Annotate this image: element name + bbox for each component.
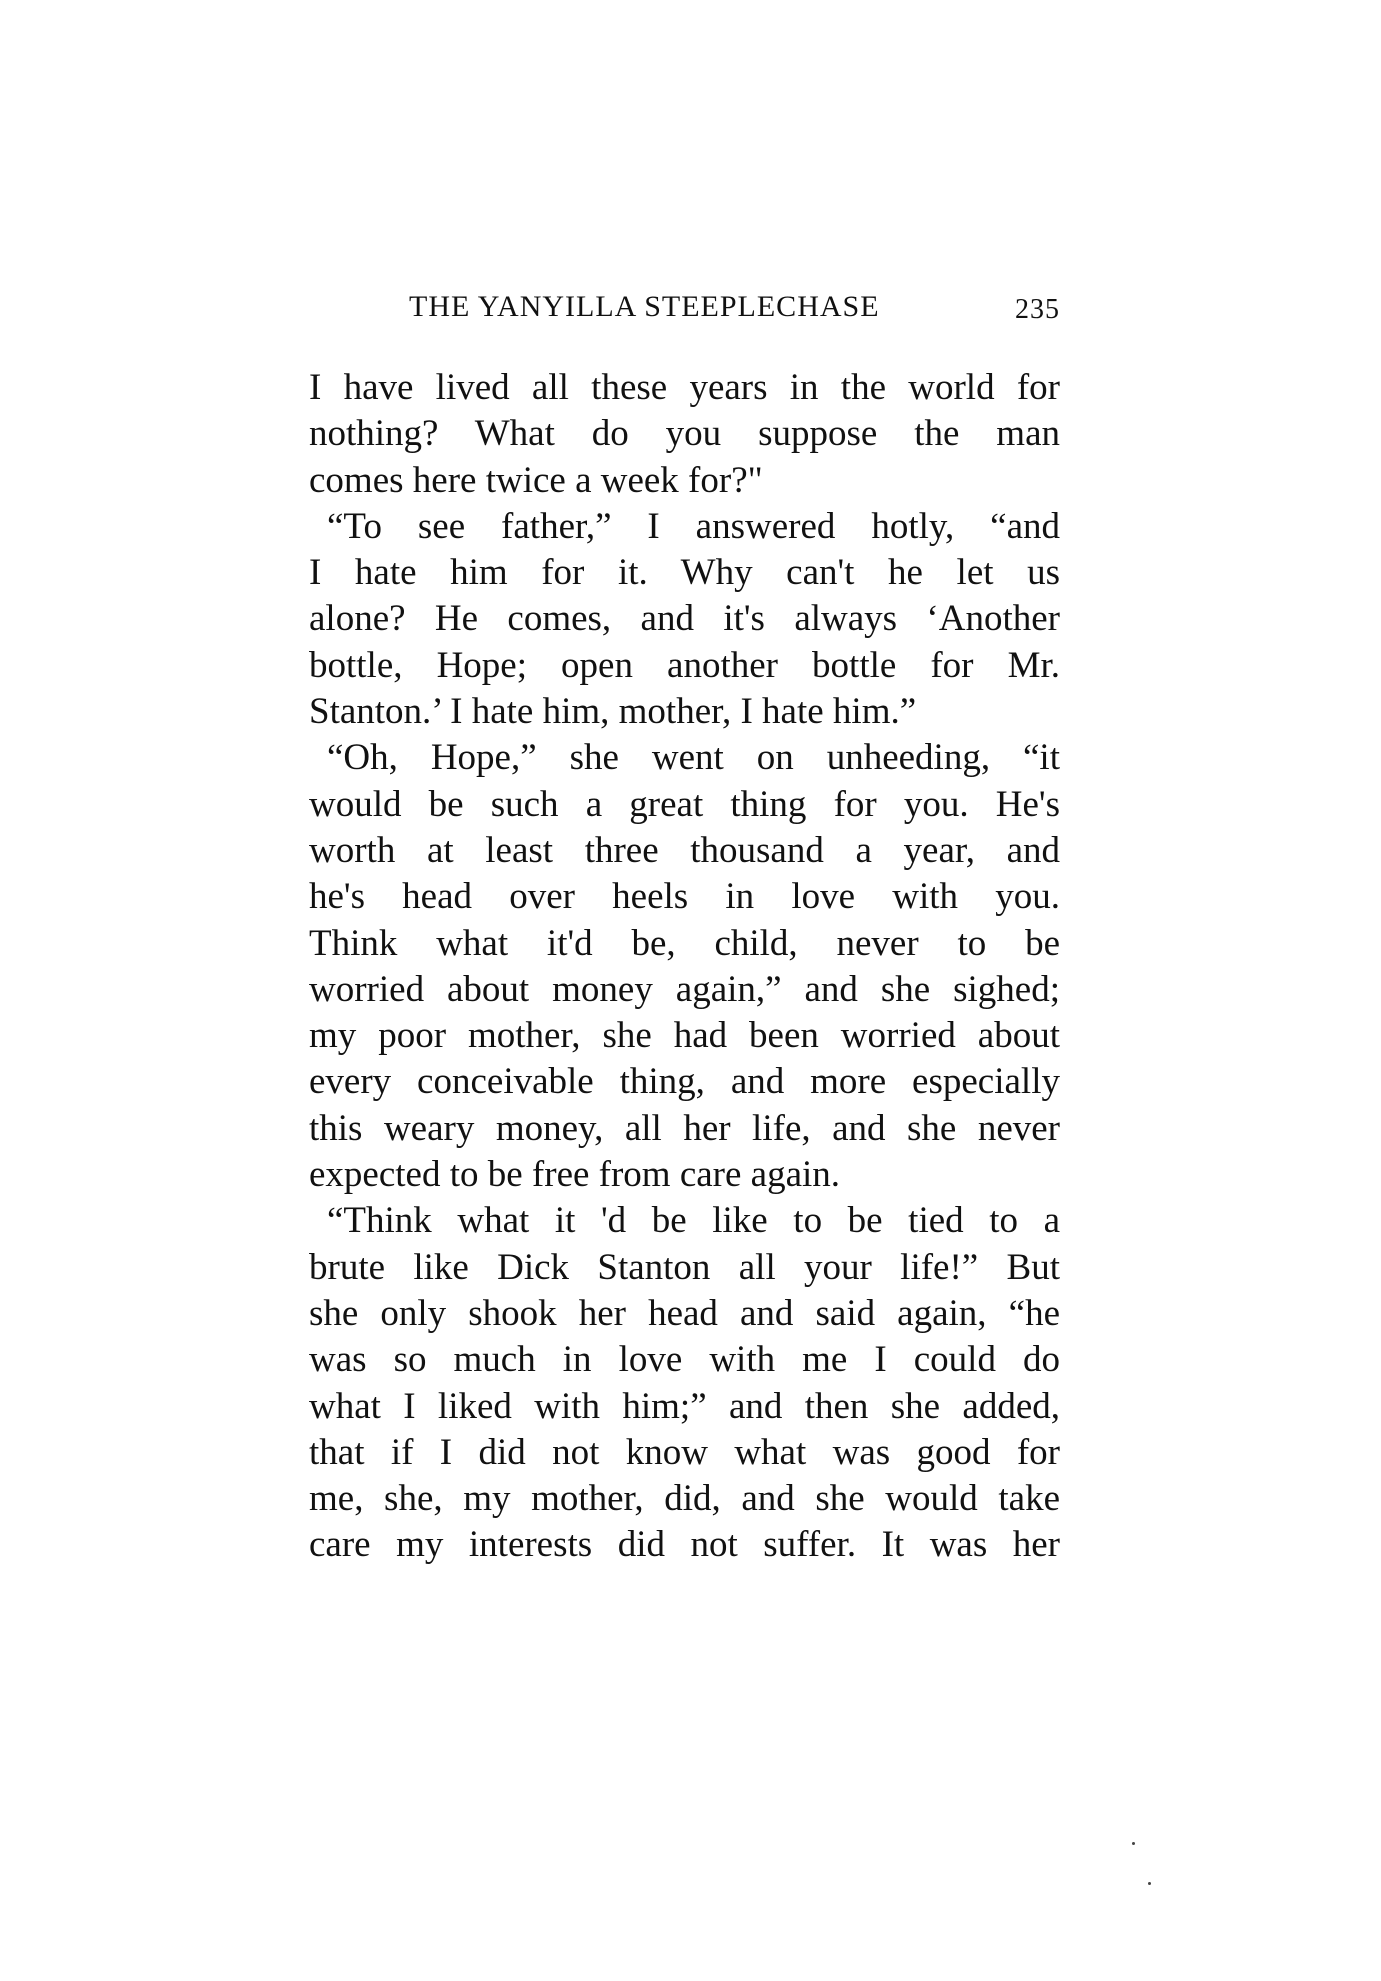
- text-line: my poor mother, she had been worried about: [309, 1015, 1060, 1057]
- page-number: 235: [1015, 294, 1060, 325]
- text-line: he's head over heels in love with you.: [309, 876, 1060, 918]
- text-line: I hate him for it. Why can't he let us: [309, 552, 1060, 594]
- text-line: comes here twice a week for?": [309, 459, 763, 501]
- text-line: Think what it'd be, child, never to be: [309, 922, 1060, 964]
- text-line: every conceivable thing, and more especially: [309, 1061, 1060, 1103]
- text-line: me, she, my mother, did, and she would take: [309, 1478, 1060, 1520]
- text-line: this weary money, all her life, and she never: [309, 1107, 1060, 1149]
- text-line: would be such a great thing for you. He's: [309, 783, 1060, 825]
- text-line: “Oh, Hope,” she went on unheeding, “it: [327, 737, 1060, 779]
- text-line: “Think what it 'd be like to be tied to a: [327, 1200, 1060, 1242]
- text-line: worried about money again,” and she sighed;: [309, 968, 1060, 1010]
- text-line: “To see father,” I answered hotly, “and: [327, 505, 1060, 547]
- running-head: [309, 290, 1060, 330]
- scan-speck: [1132, 1842, 1135, 1845]
- scan-speck: [1148, 1882, 1151, 1885]
- text-line: alone? He comes, and it's always ‘Another: [309, 598, 1060, 640]
- text-line: bottle, Hope; open another bottle for Mr.: [309, 644, 1060, 686]
- text-line: brute like Dick Stanton all your life!” But: [309, 1246, 1060, 1288]
- scan-specks: [1130, 1840, 1160, 1900]
- body-text: [309, 365, 1060, 1569]
- text-line: she only shook her head and said again, “he: [309, 1292, 1060, 1334]
- text-line: that if I did not know what was good for: [309, 1431, 1060, 1473]
- text-line: I have lived all these years in the world for: [309, 367, 1060, 408]
- running-title: THE YANYILLA STEEPLECHASE: [409, 290, 880, 323]
- text-line: nothing? What do you suppose the man: [309, 413, 1060, 455]
- text-line: care my interests did not suffer. It was her: [309, 1524, 1060, 1566]
- text-line: was so much in love with me I could do: [309, 1339, 1060, 1381]
- text-line: expected to be free from care again.: [309, 1154, 841, 1196]
- text-line: worth at least three thousand a year, and: [309, 829, 1060, 871]
- text-line: what I liked with him;” and then she added,: [309, 1385, 1060, 1427]
- text-line: Stanton.’ I hate him, mother, I hate him.”: [309, 691, 917, 733]
